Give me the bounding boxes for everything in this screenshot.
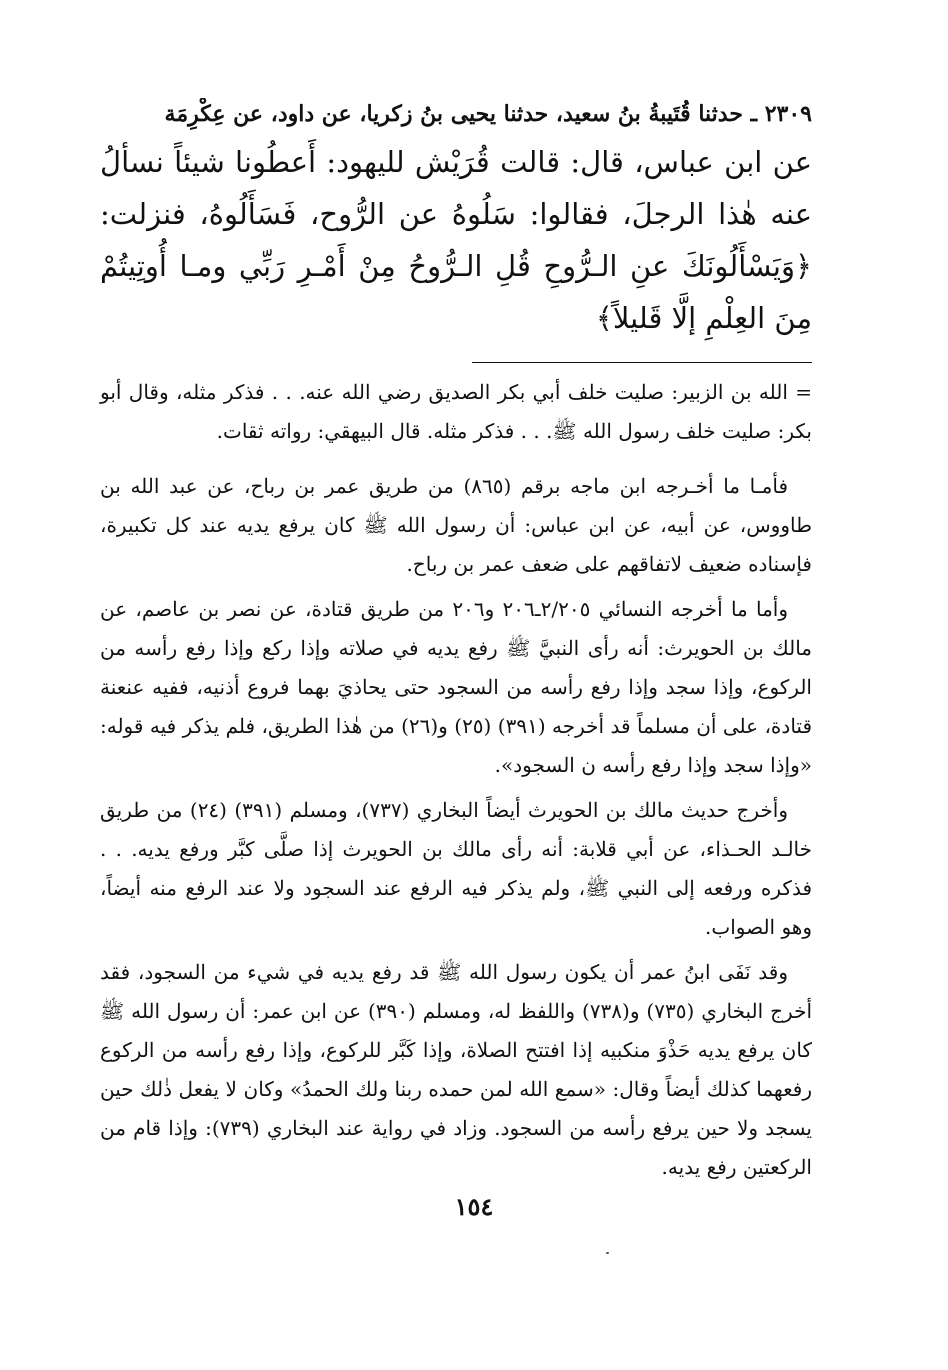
scan-speck	[606, 1252, 609, 1254]
hadith-chain: ـ حدثنا قُتَيبةُ بنُ سعيد، حدثنا يحيى بنُ زكريا، عن داود، عن عِكْرِمَة	[164, 101, 758, 127]
hadith-heading	[100, 98, 812, 130]
page-body	[100, 98, 812, 1193]
footnote-paragraph: وأما ما أخرجه النسائي ٢/٢٠٥ـ٢٠٦ و٢٠٦ من طريق قتادة، عن نصر بن عاصم، عن مالك بن الحويرث: أنه رأى النبيَّ ﷺ رفع يديه في صلاته وإذا ركع وإذا رفع رأسه من الركوع، وإذا سجد وإذا رفع رأسه من السجود حتى يحاذيَ بهما فروع أذنيه، ففيه عنعنة قتادة، على أن مسلماً قد أخرجه (٣٩١) (٢٥) و(٢٦) من هٰذا الطريق، فلم يذكر فيه قوله: «وإذا سجد وإذا رفع رأسه ن السجود».	[100, 597, 813, 777]
footnote-continuation: = الله بن الزبير: صليت خلف أبي بكر الصديق رضي الله عنه. . . فذكر مثله، وقال أبو بكر: صليت خلف رسول الله ﷺ. . . فذكر مثله. قال البيهقي: رواته ثقات.	[100, 380, 812, 443]
footnotes	[100, 373, 812, 1187]
footnote-paragraph: وقد نَفَى ابنُ عمر أن يكون رسول الله ﷺ قد رفع يديه في شيء من السجود، فقد أخرج البخاري (٧٣٥) و(٧٣٨) واللفظ له، ومسلم (٣٩٠) عن ابن عمر: أن رسول الله ﷺ كان يرفع يديه حَذْوَ منكبيه إذا افتتح الصلاة، وإذا كَبَّر للركوع، وإذا رفع رأسه من الركوع رفعهما كذلك أيضاً وقال: «سمع الله لمن حمده ربنا ولك الحمدُ» وكان لا يفعل ذٰلك حين يسجد ولا حين يرفع رأسه من السجود. وزاد في رواية عند البخاري (٧٣٩): وإذا قام من الركعتين رفع يديه.	[100, 960, 813, 1179]
hadith-text: عن ابن عباس، قال: قالت قُرَيْش لليهود: أَعطُونا شيئاً نسألُ عنه هٰذا الرجلَ، فقالوا: سَلُوهُ عن الرُّوح، فَسَأَلُوهُ، فنزلت: ﴿وَيَسْأَلُونَكَ عنِ الـرُّوحِ قُلِ الـرُّوحُ مِنْ أَمْـرِ رَبِّي ومـا أُوتِيتُمْ مِنَ العِلْمِ إلَّا قَليلاً﴾	[100, 145, 812, 335]
page-number: ١٥٤	[454, 1192, 494, 1221]
hadith-number: ٢٣٠٩	[764, 101, 812, 127]
footnote-paragraph: فأمـا ما أخـرجه ابن ماجه برقم (٨٦٥) من طريق عمر بن رباح، عن عبد الله بن طاووس، عن أبيه، عن ابن عباس: أن رسول الله ﷺ كان يرفع يديه عند كل تكبيرة، فإسناده ضعيف لاتفاقهم على ضعف عمر بن رباح.	[100, 474, 812, 576]
footnote-paragraph: وأخرج حديث مالك بن الحويرث أيضاً البخاري (٧٣٧)، ومسلم (٣٩١) (٢٤) من طريق خالـد الحـذاء، عن أبي قلابة: أنه رأى مالك بن الحويرث إذا صلَّى كبَّر ورفع يديه. . . فذكره ورفعه إلى النبي ﷺ، ولم يذكر فيه الرفع عند السجود ولا عند الرفع منه أيضاً، وهو الصواب.	[100, 798, 812, 939]
footnote-divider	[472, 362, 812, 363]
